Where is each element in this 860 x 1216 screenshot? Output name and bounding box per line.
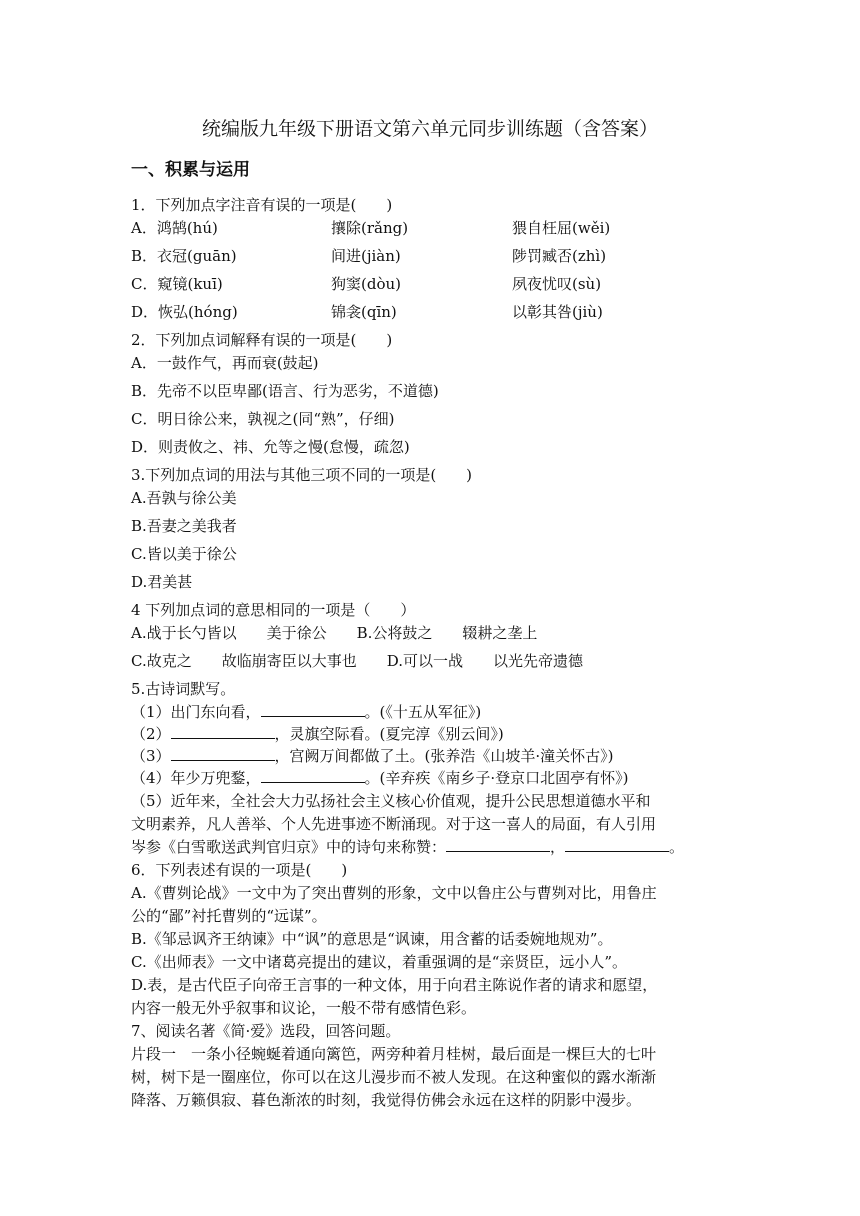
q4-options-row-1: A.战于长勺皆以 美于徐公 B.公将鼓之 辍耕之垄上: [131, 624, 538, 642]
question-5-stem: 5.古诗词默写。: [131, 680, 236, 698]
answer-blank: [171, 724, 275, 739]
q5-line-2: （2） ，灵旗空际看。(夏完淳《别云间》): [131, 725, 504, 743]
answer-blank: [261, 768, 365, 783]
q3-option-d: D.君美甚: [131, 573, 193, 591]
q2-option-b: B．先帝不以臣卑鄙(语言、行为恶劣，不道德): [131, 382, 439, 400]
q2-option-a: A．一鼓作气，再而衰(鼓起): [131, 354, 319, 372]
q1-option-d-2: 锦衾(qīn): [331, 303, 397, 321]
q3-option-c: C.皆以美于徐公: [131, 545, 237, 563]
q1-option-c-3: 夙夜忧叹(sù): [512, 275, 602, 293]
question-7-stem: 7、阅读名著《简·爱》选段，回答问题。: [131, 1022, 401, 1040]
q5-line-5b: 文明素养，凡人善举、个人先进事迹不断涌现。对于这一喜人的局面，有人引用: [131, 815, 657, 833]
q1-option-b-2: 间进(jiàn): [331, 247, 401, 265]
q5-line-5a: （5）近年来，全社会大力弘扬社会主义核心价值观，提升公民思想道德水平和: [131, 792, 651, 810]
q5-line-5c: 岑参《白雪歌送武判官归京》中的诗句来称赞： ， 。: [131, 838, 685, 856]
q5-line-4: （4）年少万兜鍪， 。(辛弃疾《南乡子·登京口北固亭有怀》): [131, 769, 629, 787]
answer-blank: [565, 837, 669, 852]
q1-option-a-2: 攘除(rǎng): [331, 219, 409, 237]
question-6-stem: 6．下列表述有误的一项是( ): [131, 861, 348, 879]
q5-line-1: （1）出门东向看， 。(《十五从军征》): [131, 703, 482, 721]
section-heading: 一、积累与运用: [131, 160, 250, 180]
q7-passage-line: 降落、万籁俱寂、暮色渐浓的时刻，我觉得仿佛会永远在这样的阴影中漫步。: [131, 1091, 642, 1109]
q6-line: 内容一般无外乎叙事和议论，一般不带有感情色彩。: [131, 999, 477, 1017]
answer-blank: [171, 746, 275, 761]
q1-option-a-1: A．鸿鹄(hú): [131, 219, 218, 237]
q1-option-d-3: 以彰其咎(jiù): [512, 303, 603, 321]
q1-option-b-1: B．衣冠(guān): [131, 247, 237, 265]
page-title: 统编版九年级下册语文第六单元同步训练题（含答案）: [201, 118, 658, 140]
q6-line: 公的“鄙”衬托曹刿的“远谋”。: [131, 907, 327, 925]
answer-blank: [261, 702, 365, 717]
q1-option-b-3: 陟罚臧否(zhì): [512, 247, 607, 265]
q3-option-a: A.吾孰与徐公美: [131, 489, 237, 507]
q1-option-d-1: D．恢弘(hóng): [131, 303, 238, 321]
q6-line: A.《曹刿论战》一文中为了突出曹刿的形象，文中以鲁庄公与曹刿对比，用鲁庄: [131, 884, 657, 902]
question-2-stem: 2．下列加点词解释有误的一项是( ): [131, 331, 393, 349]
q7-passage-line: 树，树下是一圈座位，你可以在这儿漫步而不被人发现。在这种蜜似的露水渐渐: [131, 1068, 657, 1086]
q6-line: D.表，是古代臣子向帝王言事的一种文体，用于向君主陈说作者的请求和愿望，: [131, 976, 658, 994]
q6-line: C.《出师表》一文中诸葛亮提出的建议，着重强调的是“亲贤臣，远小人”。: [131, 953, 628, 971]
q1-option-c-1: C．窥镜(kuī): [131, 275, 223, 293]
q2-option-c: C．明日徐公来，孰视之(同“熟”，仔细): [131, 410, 395, 428]
q1-option-a-3: 猥自枉屈(wěi): [512, 219, 611, 237]
q2-option-d: D．则责攸之、祎、允等之慢(怠慢，疏忽): [131, 438, 410, 456]
question-1-stem: 1．下列加点字注音有误的一项是( ): [131, 196, 393, 214]
q4-options-row-2: C.故克之 故临崩寄臣以大事也 D.可以一战 以光先帝遗德: [131, 652, 583, 670]
answer-blank: [446, 837, 550, 852]
q5-line-3: （3） ，宫阙万间都做了土。(张养浩《山坡羊·潼关怀古》): [131, 747, 614, 765]
q7-passage-line: 片段一 一条小径蜿蜒着通向篱笆，两旁种着月桂树，最后面是一棵巨大的七叶: [131, 1045, 657, 1063]
question-3-stem: 3.下列加点词的用法与其他三项不同的一项是( ): [131, 466, 473, 484]
question-4-stem: 4 下列加点词的意思相同的一项是（ ）: [131, 601, 416, 619]
q1-option-c-2: 狗窦(dòu): [331, 275, 401, 293]
q6-line: B.《邹忌讽齐王纳谏》中“讽”的意思是“讽谏，用含蓄的话委婉地规劝”。: [131, 930, 613, 948]
q3-option-b: B.吾妻之美我者: [131, 517, 237, 535]
